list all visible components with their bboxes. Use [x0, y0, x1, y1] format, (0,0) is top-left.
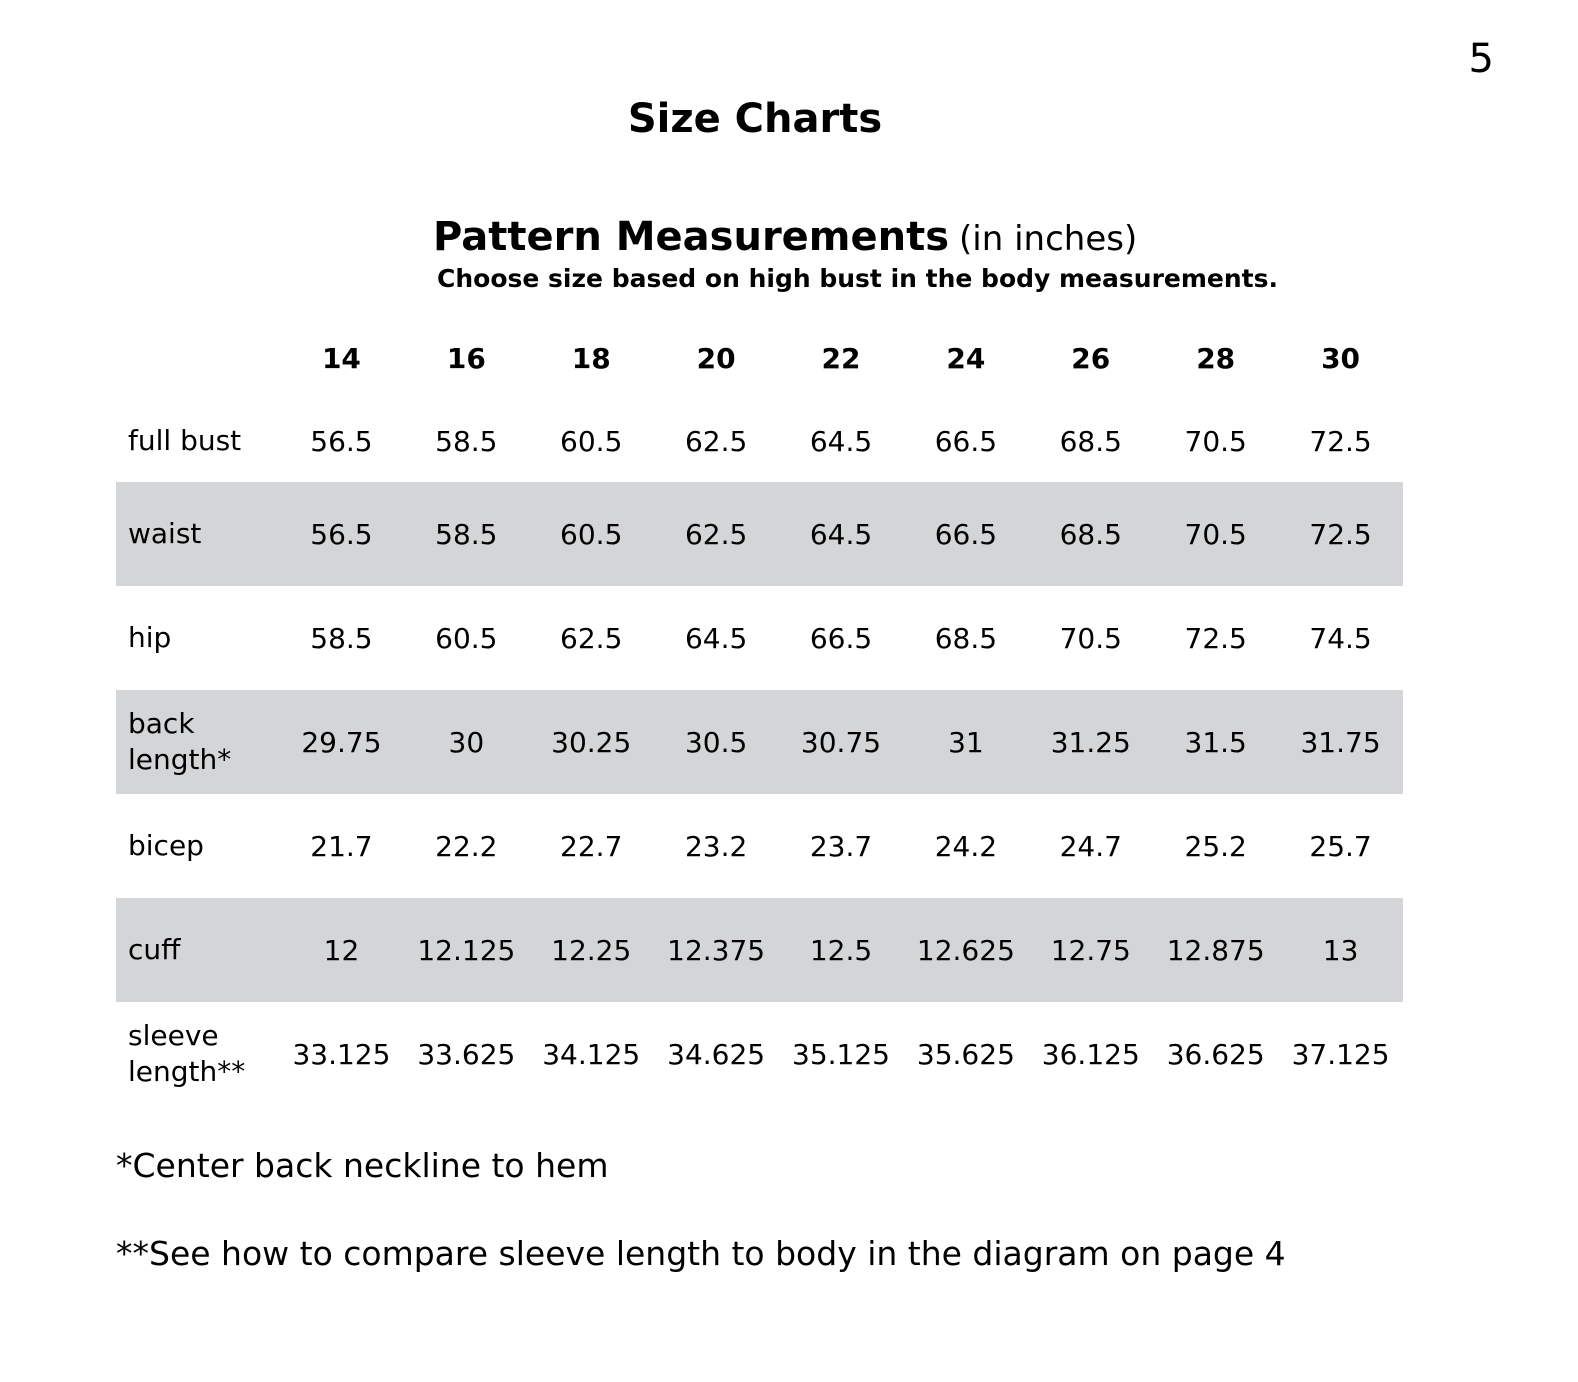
table-cell: 60.5 [435, 621, 498, 655]
table-cell: 25.7 [1309, 829, 1372, 863]
table-cell: 60.5 [560, 424, 623, 458]
page-number: 5 [1468, 36, 1494, 82]
table-cell: 29.75 [279, 690, 404, 794]
size-header: 18 [571, 341, 611, 375]
table-cell: 12.75 [1028, 898, 1153, 1002]
table-cell: 68.5 [1059, 424, 1122, 458]
table-cell: 31 [903, 690, 1028, 794]
footnote-back-length: *Center back neckline to hem [116, 1146, 609, 1185]
table-cell: 56.5 [310, 424, 373, 458]
table-row-full-bust [116, 400, 1403, 482]
page-title: Size Charts [627, 96, 883, 142]
table-cell: 74.5 [1309, 621, 1372, 655]
table-row-hip [116, 586, 1403, 690]
table-cell: 12.5 [779, 898, 904, 1002]
table-cell: 12.125 [404, 898, 529, 1002]
table-row-waist [116, 482, 1403, 586]
pattern-measurements-table [116, 316, 1403, 1106]
size-header: 28 [1196, 341, 1236, 375]
size-header: 14 [321, 341, 361, 375]
size-header-row [116, 316, 1403, 400]
table-cell: 62.5 [654, 482, 779, 586]
table-cell: 64.5 [779, 482, 904, 586]
table-cell: 23.2 [684, 829, 748, 863]
table-cell: 72.5 [1309, 424, 1372, 458]
table-cell: 13 [1278, 898, 1403, 1002]
table-cell: 68.5 [934, 621, 998, 655]
table-cell: 68.5 [1028, 482, 1153, 586]
table-cell: 66.5 [809, 621, 873, 655]
table-cell: 33.125 [292, 1037, 391, 1071]
table-row-back-length [116, 690, 1403, 794]
table-cell: 12.875 [1153, 898, 1278, 1002]
table-cell: 70.5 [1153, 482, 1278, 586]
table-subheading: Choose size based on high bust in the body measurements. [437, 264, 1278, 293]
table-cell: 62.5 [560, 621, 623, 655]
table-cell: 58.5 [310, 621, 373, 655]
table-cell: 12.375 [654, 898, 779, 1002]
table-cell: 72.5 [1278, 482, 1403, 586]
table-cell: 64.5 [809, 424, 873, 458]
table-cell: 30.25 [529, 690, 654, 794]
table-heading [433, 214, 1137, 260]
table-heading-title: Pattern Measurements [433, 214, 950, 260]
table-cell: 70.5 [1059, 621, 1122, 655]
row-label: bicep [128, 829, 204, 862]
table-cell: 56.5 [279, 482, 404, 586]
table-cell: 58.5 [435, 424, 498, 458]
table-cell: 64.5 [684, 621, 748, 655]
size-header: 30 [1321, 341, 1361, 375]
table-cell: 58.5 [404, 482, 529, 586]
table-cell: 12.625 [903, 898, 1028, 1002]
table-row-bicep [116, 794, 1403, 898]
table-cell: 36.125 [1041, 1037, 1140, 1071]
table-cell: 22.2 [435, 829, 498, 863]
table-cell: 30.75 [779, 690, 904, 794]
row-label: waist [116, 482, 279, 586]
table-cell: 30.5 [654, 690, 779, 794]
table-cell: 31.25 [1028, 690, 1153, 794]
table-cell: 12.25 [529, 898, 654, 1002]
table-cell: 34.125 [542, 1037, 641, 1071]
table-cell: 37.125 [1291, 1037, 1390, 1071]
table-cell: 36.625 [1166, 1037, 1265, 1071]
size-header: 20 [696, 341, 736, 375]
table-cell: 24.2 [934, 829, 998, 863]
size-header-blank [116, 316, 279, 400]
table-cell: 21.7 [310, 829, 373, 863]
table-cell: 22.7 [560, 829, 623, 863]
footnote-sleeve-length: **See how to compare sleeve length to body in the diagram on page 4 [116, 1234, 1286, 1273]
table-cell: 60.5 [529, 482, 654, 586]
row-label: cuff [116, 898, 279, 1002]
table-cell: 24.7 [1059, 829, 1122, 863]
table-cell: 66.5 [934, 424, 998, 458]
row-label: back length* [116, 690, 279, 794]
table-cell: 33.625 [417, 1037, 516, 1071]
table-cell: 25.2 [1184, 829, 1247, 863]
table-row-cuff [116, 898, 1403, 1002]
row-label: hip [128, 621, 172, 654]
table-cell: 70.5 [1184, 424, 1247, 458]
table-cell: 34.625 [667, 1037, 766, 1071]
table-cell: 12 [279, 898, 404, 1002]
table-heading-unit: (in inches) [959, 219, 1138, 259]
table-cell: 30 [404, 690, 529, 794]
table-cell: 31.5 [1153, 690, 1278, 794]
size-header: 26 [1071, 341, 1111, 375]
table-cell: 66.5 [903, 482, 1028, 586]
size-header: 24 [946, 341, 986, 375]
row-label: sleeve length** [128, 1019, 246, 1088]
size-header: 16 [446, 341, 486, 375]
table-cell: 23.7 [809, 829, 873, 863]
table-cell: 62.5 [684, 424, 748, 458]
table-row-sleeve-length [116, 1002, 1403, 1106]
row-label: full bust [128, 424, 242, 457]
table-cell: 35.125 [792, 1037, 890, 1071]
size-header: 22 [821, 341, 861, 375]
table-cell: 72.5 [1184, 621, 1247, 655]
table-cell: 31.75 [1278, 690, 1403, 794]
table-cell: 35.625 [916, 1037, 1015, 1071]
